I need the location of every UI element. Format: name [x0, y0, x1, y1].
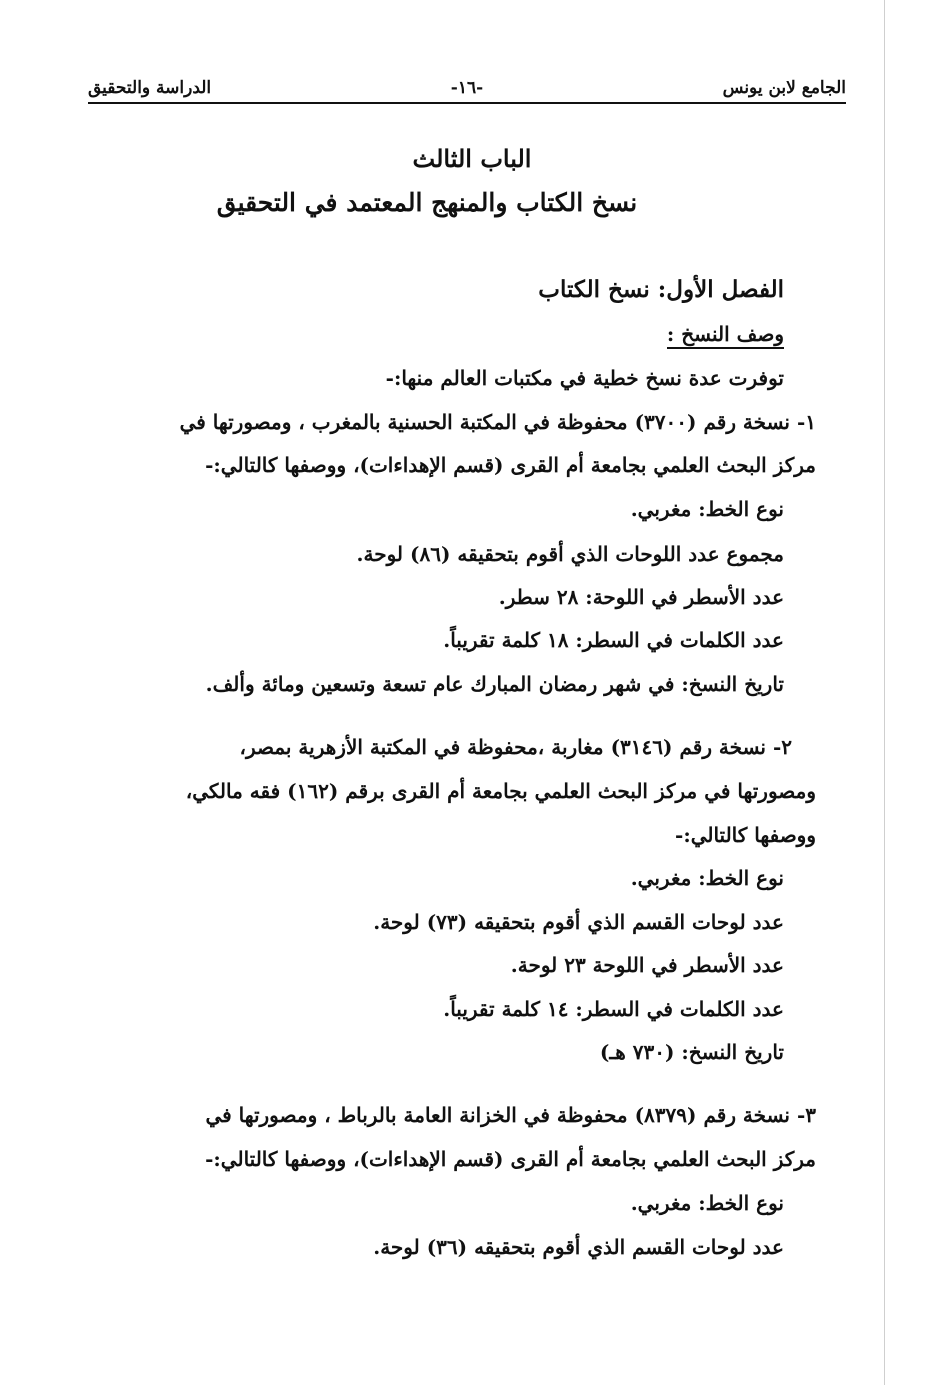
copy2-line2: ومصورتها في مركز البحث العلمي بجامعة أم القرى برقم (١٦٢) فقه مالكي،	[185, 779, 816, 803]
copy2-date: تاريخ النسخ: (٧٣٠ هـ)	[599, 1040, 784, 1064]
copy2-lines: عدد الأسطر في اللوحة ٢٣ لوحة.	[510, 953, 784, 977]
header-section-title: الدراسة والتحقيق	[88, 78, 212, 98]
copy2-line1: ٢- نسخة رقم (٣١٤٦) مغاربة ،محفوظة في المكتبة الأزهرية بمصر،	[239, 735, 792, 759]
copy1-date: تاريخ النسخ: في شهر رمضان المبارك عام تسعة وتسعين ومائة وألف.	[205, 672, 784, 696]
copy1-panels: مجموع عدد اللوحات الذي أقوم بتحقيقه (٨٦) لوحة.	[356, 542, 784, 566]
header-divider	[88, 102, 846, 104]
copy2-line3: ووصفها كالتالي:-	[675, 823, 816, 847]
chapter-heading: الفصل الأول: نسخ الكتاب	[538, 276, 784, 303]
page-number: -١٦-	[450, 78, 484, 98]
copy2-script: نوع الخط: مغربي.	[630, 866, 784, 890]
copy1-words: عدد الكلمات في السطر: ١٨ كلمة تقريباً.	[443, 628, 784, 652]
copy3-line1: ٣- نسخة رقم (٨٣٧٩) محفوظة في الخزانة العامة بالرباط ، ومصورتها في	[205, 1103, 816, 1127]
copy1-line1: ١- نسخة رقم (٣٧٠٠) محفوظة في المكتبة الحسنية بالمغرب ، ومصورتها في	[179, 410, 816, 434]
section-subheading: وصف النسخ :	[667, 322, 784, 349]
header-book-title: الجامع لابن يونس	[722, 78, 846, 98]
intro-line: توفرت عدة نسخ خطية في مكتبات العالم منها:-	[385, 366, 784, 390]
copy1-lines: عدد الأسطر في اللوحة: ٢٨ سطر.	[498, 585, 784, 609]
part-title: الباب الثالث	[412, 144, 532, 173]
copy3-panels: عدد لوحات القسم الذي أقوم بتحقيقه (٣٦) لوحة.	[373, 1235, 784, 1259]
copy1-line2: مركز البحث العلمي بجامعة أم القرى (قسم الإهداءات)، ووصفها كالتالي:-	[205, 453, 816, 477]
part-subtitle: نسخ الكتاب والمنهج المعتمد في التحقيق	[216, 188, 638, 217]
copy3-line2: مركز البحث العلمي بجامعة أم القرى (قسم الإهداءات)، ووصفها كالتالي:-	[205, 1147, 816, 1171]
copy3-script: نوع الخط: مغربي.	[630, 1191, 784, 1215]
copy2-panels: عدد لوحات القسم الذي أقوم بتحقيقه (٧٣) لوحة.	[373, 910, 784, 934]
copy1-script: نوع الخط: مغربي.	[630, 497, 784, 521]
copy2-words: عدد الكلمات في السطر: ١٤ كلمة تقريباً.	[443, 997, 784, 1021]
running-header	[88, 72, 846, 106]
